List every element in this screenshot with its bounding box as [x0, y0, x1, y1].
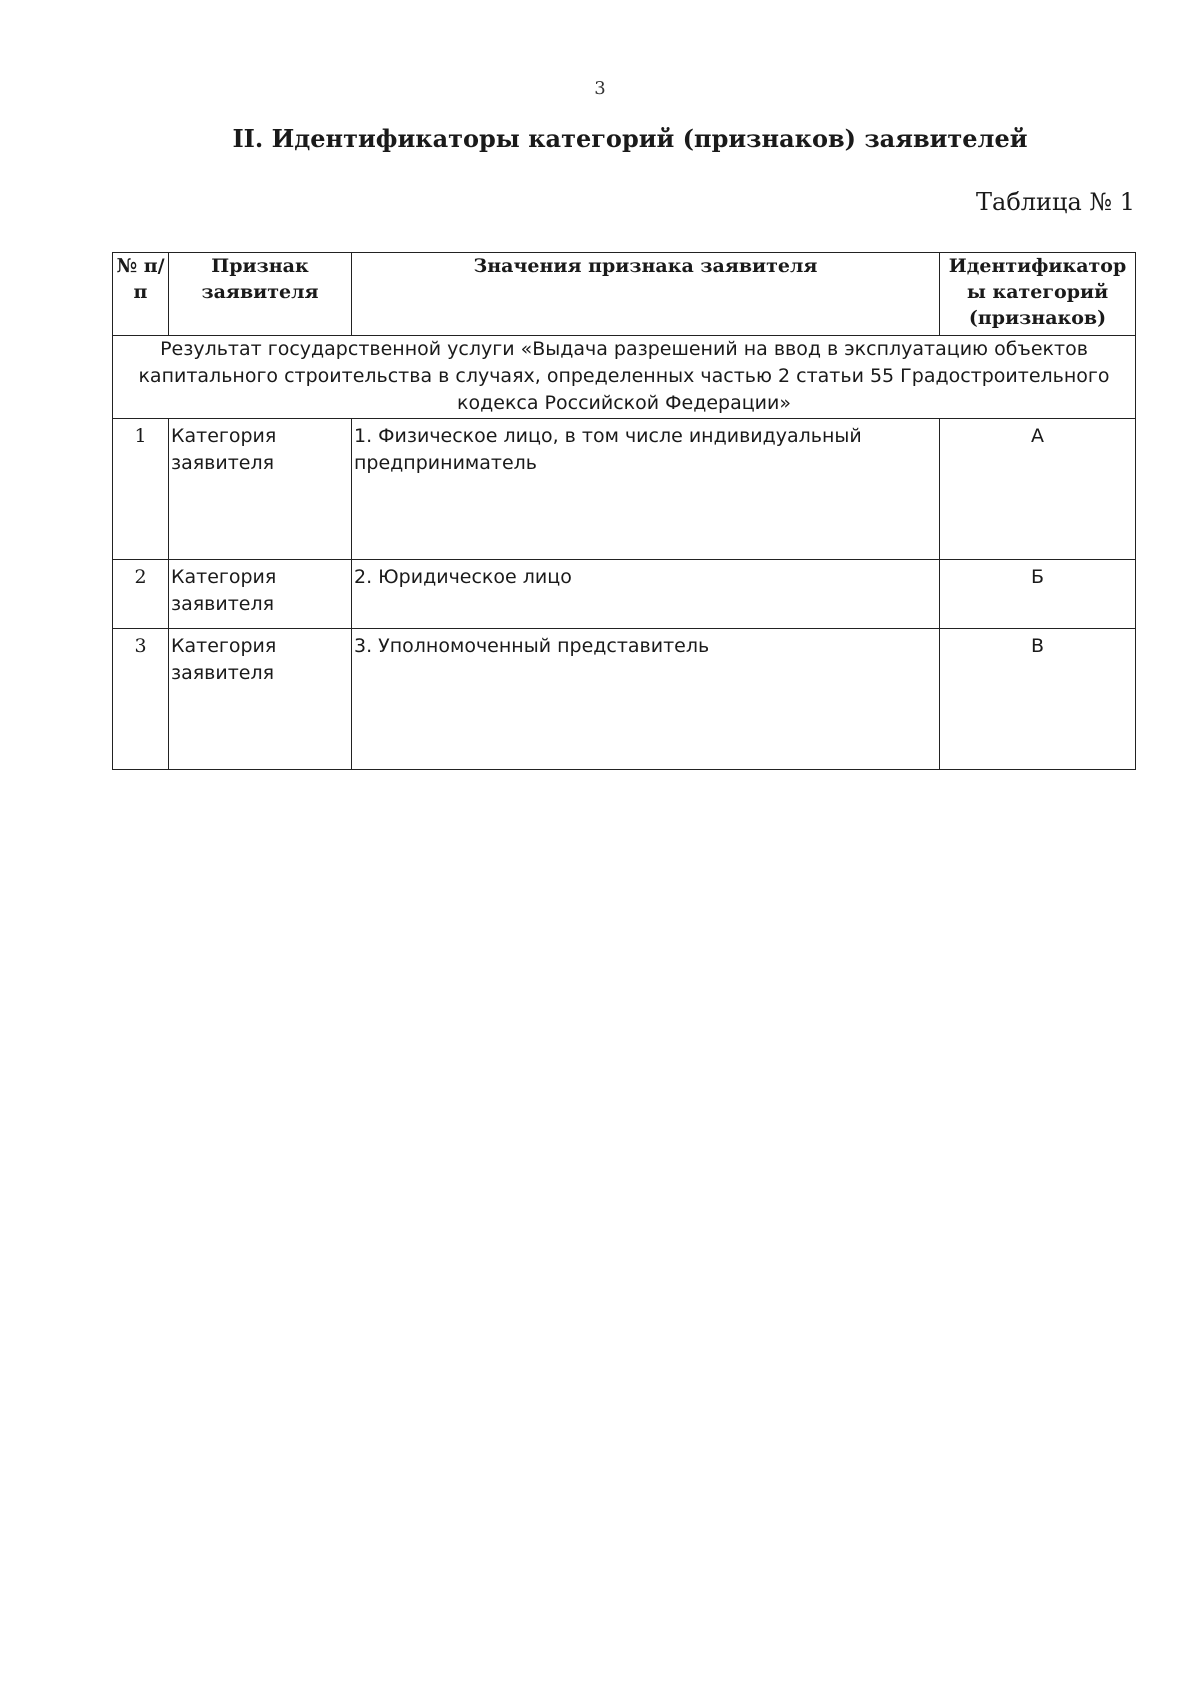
- row-value: 1. Физическое лицо, в том числе индивидуальный предприниматель: [352, 419, 940, 560]
- row-number: 1: [113, 419, 169, 560]
- row-value: 2. Юридическое лицо: [352, 560, 940, 629]
- row-attribute: Категория заявителя: [169, 629, 352, 770]
- table-row: [113, 629, 1136, 770]
- applicant-categories-table: [112, 252, 1136, 770]
- header-values: Значения признака заявителя: [352, 253, 940, 336]
- table-header-row: [113, 253, 1136, 336]
- row-attribute: Категория заявителя: [169, 560, 352, 629]
- row-number: 3: [113, 629, 169, 770]
- row-identifier: Б: [940, 560, 1136, 629]
- table-caption: Таблица № 1: [976, 188, 1135, 216]
- page-number: 3: [594, 78, 606, 99]
- row-identifier: А: [940, 419, 1136, 560]
- section-title: II. Идентификаторы категорий (признаков) заявителей: [232, 124, 1028, 153]
- row-number: 2: [113, 560, 169, 629]
- result-row-text: Результат государственной услуги «Выдача разрешений на ввод в эксплуатацию объектов капитального строительства в случаях, определенных частью 2 статьи 55 Градостроительного кодекса Российской Федерации»: [113, 336, 1136, 419]
- header-number: № п/п: [113, 253, 169, 336]
- table-row: [113, 419, 1136, 560]
- table-row: [113, 560, 1136, 629]
- row-value: 3. Уполномоченный представитель: [352, 629, 940, 770]
- header-identifiers: Идентификатор ы категорий (признаков): [940, 253, 1136, 336]
- row-attribute: Категория заявителя: [169, 419, 352, 560]
- result-row: [113, 336, 1136, 419]
- row-identifier: В: [940, 629, 1136, 770]
- header-attribute: Признак заявителя: [169, 253, 352, 336]
